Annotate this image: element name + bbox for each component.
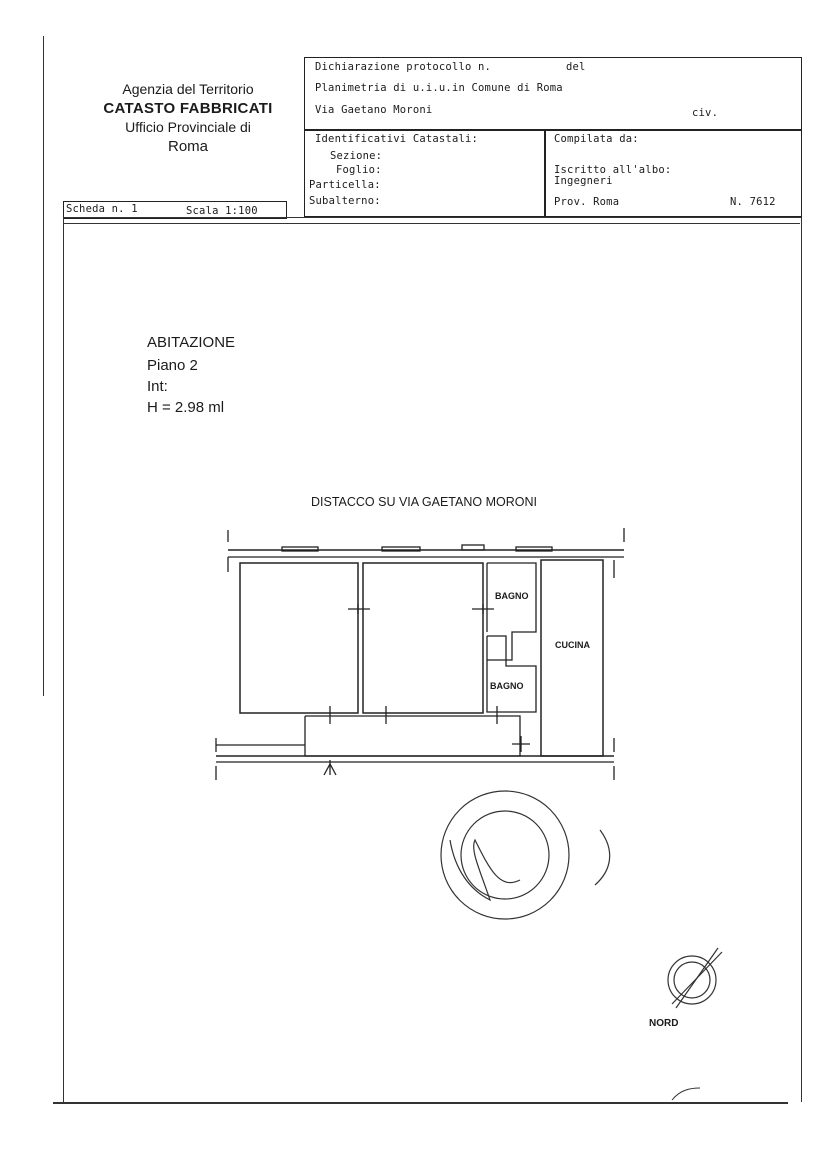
scheda-number: Scheda n. 1	[66, 203, 138, 215]
north-label: NORD	[649, 1018, 679, 1029]
unit-floor: Piano 2	[147, 357, 198, 374]
registration-number: N. 7612	[730, 196, 776, 208]
north-arrow-icon	[668, 948, 722, 1008]
room-bagno-1: BAGNO	[495, 591, 529, 601]
protocol-label: Dichiarazione protocollo n.	[315, 61, 492, 73]
sezione-label: Sezione:	[330, 150, 383, 162]
prov-label: Prov. Roma	[554, 196, 620, 208]
planimetria-text: Planimetria di u.i.u.in Comune di Roma	[315, 82, 563, 94]
del-label: del	[566, 61, 586, 73]
agency-name: Agenzia del Territorio	[122, 81, 254, 97]
civ-label: civ.	[692, 107, 719, 119]
ufficio-provinciale: Ufficio Provinciale di	[125, 119, 251, 135]
unit-int: Int:	[147, 378, 168, 395]
engineer-stamp	[441, 791, 610, 919]
compilata-label: Compilata da:	[554, 133, 639, 145]
identifiers-title: Identificativi Catastali:	[315, 133, 479, 145]
iscritto-label: Iscritto all'albo:	[554, 164, 672, 176]
address-text: Via Gaetano Moroni	[315, 104, 433, 116]
room-bagno-2: BAGNO	[490, 681, 524, 691]
room-cucina: CUCINA	[555, 640, 590, 650]
ufficio-city: Roma	[167, 138, 208, 155]
unit-height: H = 2.98 ml	[147, 399, 225, 416]
foglio-label: Foglio:	[336, 164, 382, 176]
particella-label: Particella:	[309, 179, 381, 191]
catasto-fabbricati: CATASTO FABBRICATI	[103, 100, 273, 117]
unit-type: ABITAZIONE	[147, 334, 236, 351]
scheda-scale: Scala 1:100	[186, 205, 258, 217]
plan-title: DISTACCO SU VIA GAETANO MORONI	[311, 495, 537, 509]
subalterno-label: Subalterno:	[309, 195, 381, 207]
albo-value: Ingegneri	[554, 175, 613, 187]
